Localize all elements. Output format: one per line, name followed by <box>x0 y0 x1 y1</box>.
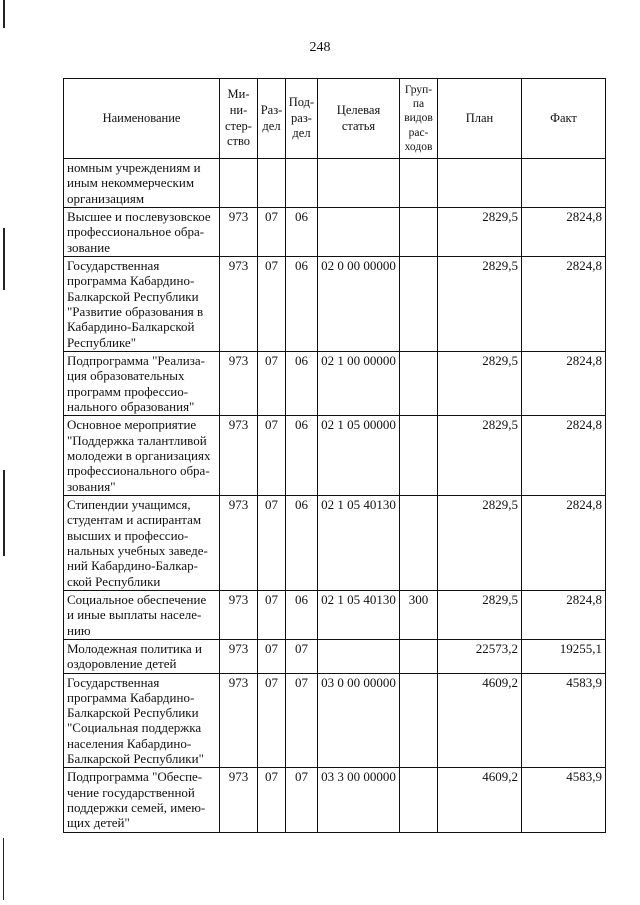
scan-edge-mark <box>3 0 5 28</box>
header-fact: Факт <box>522 79 606 159</box>
cell-fact: 2824,8 <box>522 256 606 351</box>
cell-section: 07 <box>258 207 286 256</box>
cell-expense-group: 300 <box>400 590 438 639</box>
cell-name: Государственная программа Кабардино- Балкарской Республики "Социальная поддержка населения Кабардино- Балкарской Республики" <box>64 673 220 768</box>
table-row <box>64 768 606 832</box>
cell-subsection: 07 <box>286 673 318 768</box>
cell-section: 07 <box>258 416 286 496</box>
cell-target-article <box>318 159 400 208</box>
cell-plan: 2829,5 <box>438 416 522 496</box>
cell-plan: 2829,5 <box>438 256 522 351</box>
cell-section: 07 <box>258 673 286 768</box>
cell-ministry: 973 <box>220 639 258 673</box>
cell-target-article <box>318 639 400 673</box>
cell-fact <box>522 159 606 208</box>
cell-fact: 4583,9 <box>522 768 606 832</box>
scan-edge-mark <box>3 228 5 290</box>
cell-expense-group <box>400 351 438 415</box>
cell-section: 07 <box>258 256 286 351</box>
cell-fact: 19255,1 <box>522 639 606 673</box>
cell-section: 07 <box>258 495 286 590</box>
header-expense-group: Груп- па видов рас- ходов <box>400 79 438 159</box>
cell-ministry: 973 <box>220 416 258 496</box>
cell-fact: 2824,8 <box>522 351 606 415</box>
table-row <box>64 207 606 256</box>
cell-subsection: 07 <box>286 639 318 673</box>
cell-name: номным учреждениям и иным некоммерческим организациям <box>64 159 220 208</box>
cell-target-article: 02 1 00 00000 <box>318 351 400 415</box>
cell-ministry: 973 <box>220 207 258 256</box>
cell-fact: 4583,9 <box>522 673 606 768</box>
cell-subsection: 06 <box>286 256 318 351</box>
cell-name: Основное мероприятие "Поддержка талантливой молодежи в организациях профессионального обра- зования" <box>64 416 220 496</box>
cell-subsection: 06 <box>286 207 318 256</box>
cell-plan <box>438 159 522 208</box>
cell-expense-group <box>400 159 438 208</box>
cell-subsection: 07 <box>286 768 318 832</box>
cell-ministry: 973 <box>220 495 258 590</box>
table-row <box>64 256 606 351</box>
cell-subsection: 06 <box>286 590 318 639</box>
cell-name: Социальное обеспечение и иные выплаты населе- нию <box>64 590 220 639</box>
cell-fact: 2824,8 <box>522 416 606 496</box>
cell-name: Государственная программа Кабардино- Балкарской Республики "Развитие образования в Кабардино-Балкарской Республике" <box>64 256 220 351</box>
header-name: Наименование <box>64 79 220 159</box>
cell-target-article: 03 3 00 00000 <box>318 768 400 832</box>
cell-name: Подпрограмма "Обеспе- чение государственной поддержки семей, имею- щих детей" <box>64 768 220 832</box>
cell-section: 07 <box>258 639 286 673</box>
table-row <box>64 495 606 590</box>
cell-ministry <box>220 159 258 208</box>
header-target-article: Целевая статья <box>318 79 400 159</box>
header-section: Раз- дел <box>258 79 286 159</box>
cell-section: 07 <box>258 351 286 415</box>
table-row <box>64 416 606 496</box>
cell-plan: 2829,5 <box>438 207 522 256</box>
cell-ministry: 973 <box>220 673 258 768</box>
cell-subsection: 06 <box>286 351 318 415</box>
cell-target-article <box>318 207 400 256</box>
scan-edge-mark <box>3 470 5 556</box>
budget-table <box>63 78 606 833</box>
cell-fact: 2824,8 <box>522 495 606 590</box>
cell-plan: 4609,2 <box>438 673 522 768</box>
cell-subsection <box>286 159 318 208</box>
header-subsection: Под- раз- дел <box>286 79 318 159</box>
cell-subsection: 06 <box>286 495 318 590</box>
cell-expense-group <box>400 639 438 673</box>
cell-expense-group <box>400 673 438 768</box>
table-row <box>64 351 606 415</box>
cell-expense-group <box>400 256 438 351</box>
cell-plan: 2829,5 <box>438 351 522 415</box>
cell-name: Стипендии учащимся, студентам и аспирантам высших и профессио- нальных учебных заведе- ний Кабардино-Балкар- ской Республики <box>64 495 220 590</box>
cell-plan: 2829,5 <box>438 495 522 590</box>
cell-section: 07 <box>258 768 286 832</box>
cell-plan: 22573,2 <box>438 639 522 673</box>
cell-target-article: 02 0 00 00000 <box>318 256 400 351</box>
cell-name: Подпрограмма "Реализа- ция образовательных программ профессио- нального образования" <box>64 351 220 415</box>
cell-section <box>258 159 286 208</box>
cell-fact: 2824,8 <box>522 207 606 256</box>
cell-target-article: 02 1 05 40130 <box>318 590 400 639</box>
cell-expense-group <box>400 768 438 832</box>
table-row <box>64 590 606 639</box>
cell-expense-group <box>400 207 438 256</box>
header-ministry: Ми- ни- стер- ство <box>220 79 258 159</box>
cell-expense-group <box>400 416 438 496</box>
header-plan: План <box>438 79 522 159</box>
cell-section: 07 <box>258 590 286 639</box>
table-row <box>64 673 606 768</box>
cell-ministry: 973 <box>220 351 258 415</box>
cell-plan: 2829,5 <box>438 590 522 639</box>
cell-name: Молодежная политика и оздоровление детей <box>64 639 220 673</box>
cell-name: Высшее и послевузовское профессиональное обра- зование <box>64 207 220 256</box>
table-row <box>64 639 606 673</box>
table-row <box>64 159 606 208</box>
cell-ministry: 973 <box>220 768 258 832</box>
cell-ministry: 973 <box>220 590 258 639</box>
cell-target-article: 02 1 05 00000 <box>318 416 400 496</box>
page-number: 248 <box>309 40 331 55</box>
scan-edge-mark <box>3 838 4 900</box>
cell-ministry: 973 <box>220 256 258 351</box>
header-row <box>64 79 606 159</box>
cell-target-article: 02 1 05 40130 <box>318 495 400 590</box>
cell-target-article: 03 0 00 00000 <box>318 673 400 768</box>
cell-fact: 2824,8 <box>522 590 606 639</box>
cell-subsection: 06 <box>286 416 318 496</box>
cell-expense-group <box>400 495 438 590</box>
cell-plan: 4609,2 <box>438 768 522 832</box>
